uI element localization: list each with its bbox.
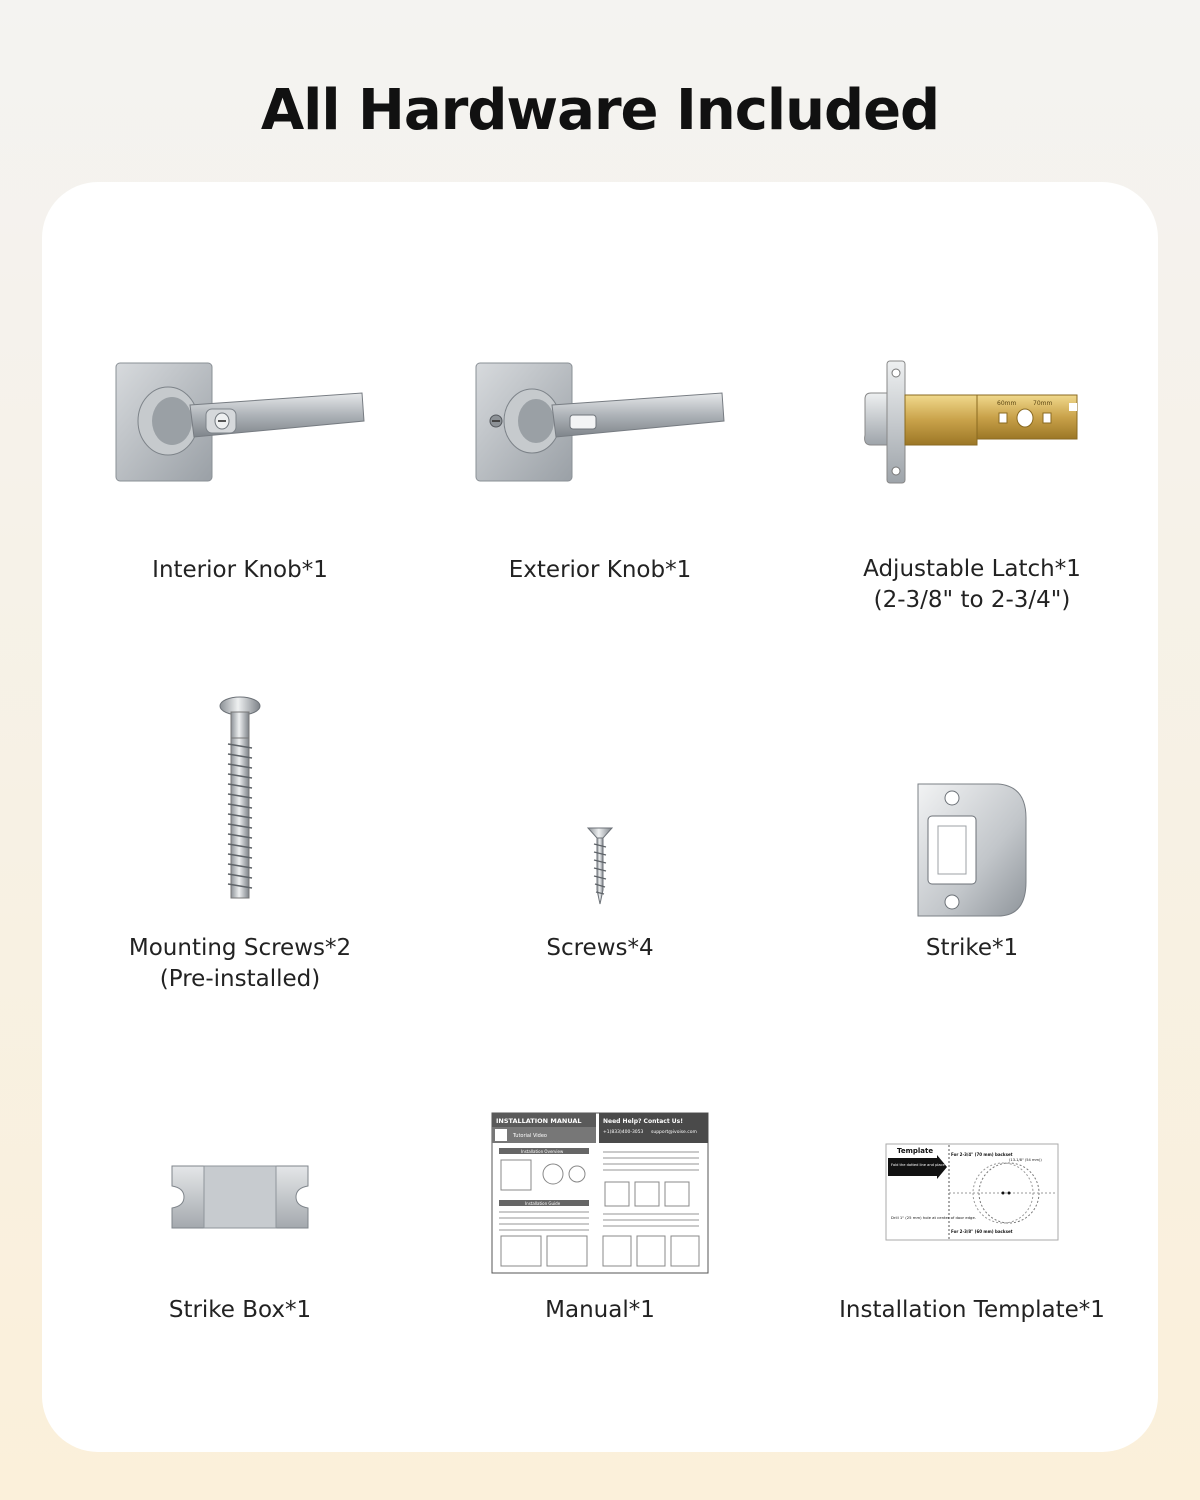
strike-plate-icon — [912, 778, 1032, 922]
item-label: Strike*1 — [925, 935, 1019, 961]
mounting-screw-icon — [210, 694, 270, 906]
svg-text:Need Help? Contact Us!: Need Help? Contact Us! — [603, 1117, 683, 1125]
svg-text:INSTALLATION MANUAL: INSTALLATION MANUAL — [496, 1116, 582, 1125]
svg-text:support@ivoise.com: support@ivoise.com — [651, 1129, 697, 1135]
strike-box-icon — [170, 1162, 310, 1232]
svg-text:60mm: 60mm — [997, 399, 1017, 407]
svg-text:Tutorial Video: Tutorial Video — [513, 1132, 547, 1139]
svg-text:Template: Template — [897, 1147, 934, 1155]
interior-knob-icon — [110, 355, 370, 490]
item-label: Strike Box*1 — [168, 1297, 312, 1323]
item-label: Screws*4 — [546, 935, 654, 961]
item-label: Adjustable Latch*1 (2-3/8" to 2-3/4") — [863, 556, 1081, 613]
svg-text:For 2-3/8" (60 mm) backset: For 2-3/8" (60 mm) backset — [951, 1229, 1013, 1234]
svg-text:For 2-3/4" (70 mm) backset: For 2-3/4" (70 mm) backset — [951, 1152, 1013, 1157]
exterior-knob-icon — [470, 355, 730, 490]
hardware-card — [42, 182, 1158, 1452]
svg-text:70mm: 70mm — [1033, 399, 1053, 407]
item-label: Interior Knob*1 — [152, 557, 328, 583]
item-label: Manual*1 — [545, 1297, 655, 1323]
manual-icon — [491, 1112, 709, 1274]
svg-text:Installation Overview: Installation Overview — [521, 1148, 564, 1154]
page-title: All Hardware Included — [260, 78, 940, 143]
svg-text:(13-1/8" (54 mm)): (13-1/8" (54 mm)) — [1009, 1158, 1042, 1162]
item-label: Exterior Knob*1 — [508, 557, 692, 583]
latch-icon — [857, 355, 1087, 490]
item-label: Mounting Screws*2 (Pre-installed) — [128, 935, 352, 992]
svg-text:Fold the dotted line and place: Fold the dotted line and place on the door edge. — [891, 1163, 978, 1167]
item-label: Installation Template*1 — [839, 1297, 1105, 1323]
svg-text:Drill 1" (25 mm) hole at cente: Drill 1" (25 mm) hole at center of door edge. — [891, 1215, 976, 1220]
svg-text:+1(833)400-3053: +1(833)400-3053 — [603, 1129, 644, 1135]
template-icon — [885, 1143, 1059, 1241]
wood-screw-icon — [585, 824, 615, 906]
svg-text:Installation Guide: Installation Guide — [525, 1200, 561, 1206]
